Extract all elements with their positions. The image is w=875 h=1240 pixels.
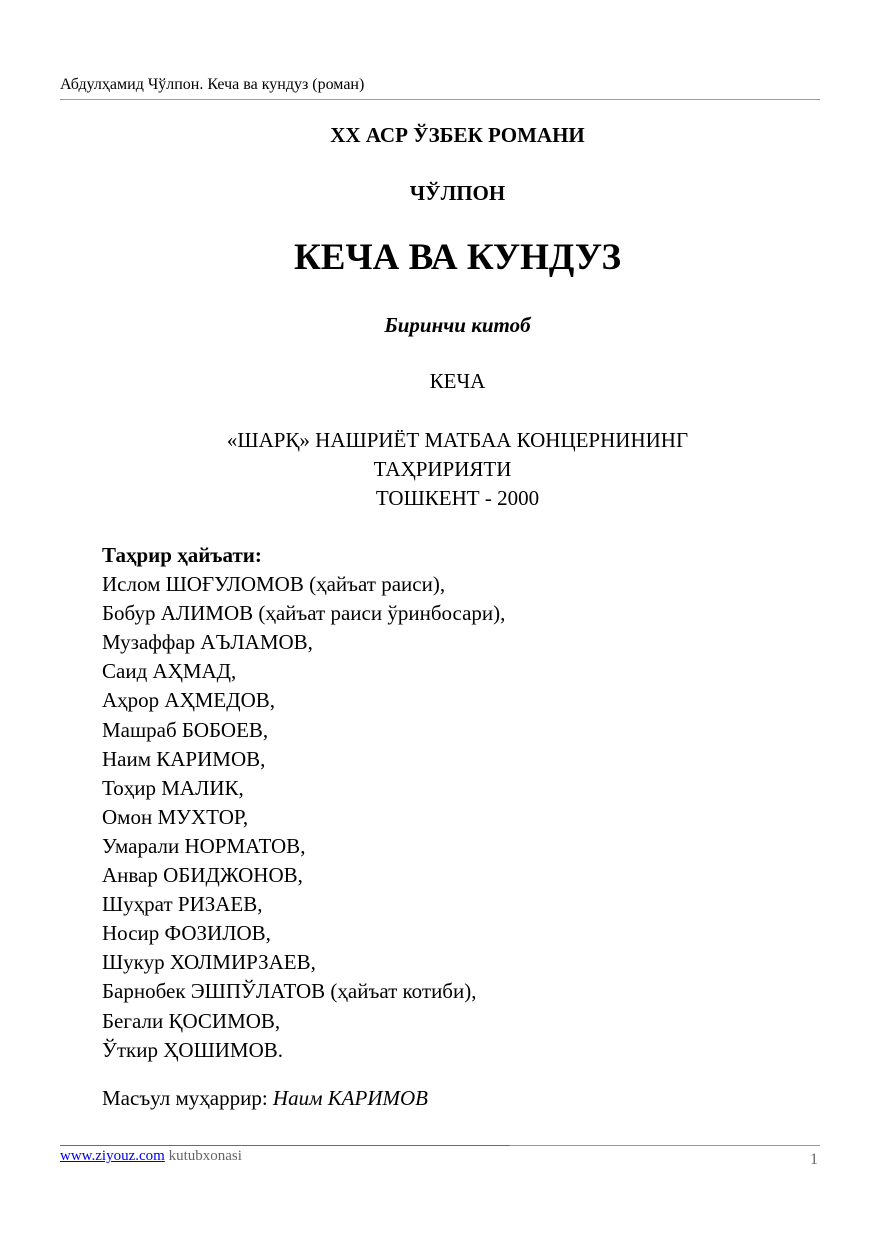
- list-item: Носир ФОЗИЛОВ,: [102, 921, 271, 946]
- publisher-line-3: ТОШКЕНТ - 2000: [375, 486, 540, 510]
- list-item: Музаффар АЪЛАМОВ,: [102, 630, 313, 655]
- page-number: 1: [810, 1151, 818, 1168]
- publisher-block: [0, 426, 875, 513]
- list-item: Ислом ШОҒУЛОМОВ (ҳайъат раиси),: [102, 572, 446, 597]
- list-item: Умарали НОРМАТОВ,: [102, 833, 306, 858]
- list-item: Анвар ОБИДЖОНОВ,: [102, 863, 303, 888]
- list-item: Бегали ҚОСИМОВ,: [102, 1008, 281, 1033]
- running-header: Абдулҳамид Чўлпон. Кеча ва кундуз (роман): [60, 76, 365, 93]
- book-title: КЕЧА ВА КУНДУЗ: [293, 237, 622, 278]
- list-item: Наим КАРИМОВ,: [102, 746, 266, 771]
- author-name: ЧЎЛПОН: [409, 181, 506, 205]
- publisher-line-2: ТАҲРИРИЯТИ: [373, 457, 512, 481]
- footer-source: [60, 1148, 242, 1165]
- editorial-board-list: [102, 570, 505, 1065]
- responsible-editor-label: Масъул муҳаррир:: [102, 1086, 268, 1110]
- responsible-editor: [102, 1086, 428, 1111]
- editorial-board-heading: Таҳрир ҳайъати:: [102, 543, 262, 567]
- footer-website-link[interactable]: www.ziyouz.com: [60, 1148, 165, 1164]
- footer-divider-accent: [60, 1145, 510, 1146]
- footer-library-label: kutubxonasi: [168, 1148, 242, 1164]
- list-item: Бобур АЛИМОВ (ҳайъат раиси ўринбосари),: [102, 601, 506, 626]
- list-item: Шукур ХОЛМИРЗАЕВ,: [102, 950, 316, 975]
- book-volume: Биринчи китоб: [384, 313, 531, 337]
- responsible-editor-name: Наим КАРИМОВ: [272, 1086, 428, 1110]
- list-item: Ўткир ҲОШИМОВ.: [102, 1037, 284, 1062]
- list-item: Машраб БОБОЕВ,: [102, 717, 269, 742]
- series-title: XX АСР ЎЗБЕК РОМАНИ: [330, 123, 585, 147]
- book-part-name: КЕЧА: [429, 369, 486, 393]
- editorial-board: [102, 541, 505, 1065]
- list-item: Тоҳир МАЛИК,: [102, 775, 244, 800]
- list-item: Шуҳрат РИЗАЕВ,: [102, 892, 263, 917]
- list-item: Аҳрор АҲМЕДОВ,: [102, 688, 275, 713]
- list-item: Саид АҲМАД,: [102, 659, 237, 684]
- header-divider: [60, 99, 820, 100]
- publisher-line-1: «ШАРҚ» НАШРИЁТ МАТБАА КОНЦЕРНИНИНГ: [226, 428, 689, 452]
- list-item: Барнобек ЭШПЎЛАТОВ (ҳайъат котиби),: [102, 979, 477, 1004]
- list-item: Омон МУХТОР,: [102, 804, 249, 829]
